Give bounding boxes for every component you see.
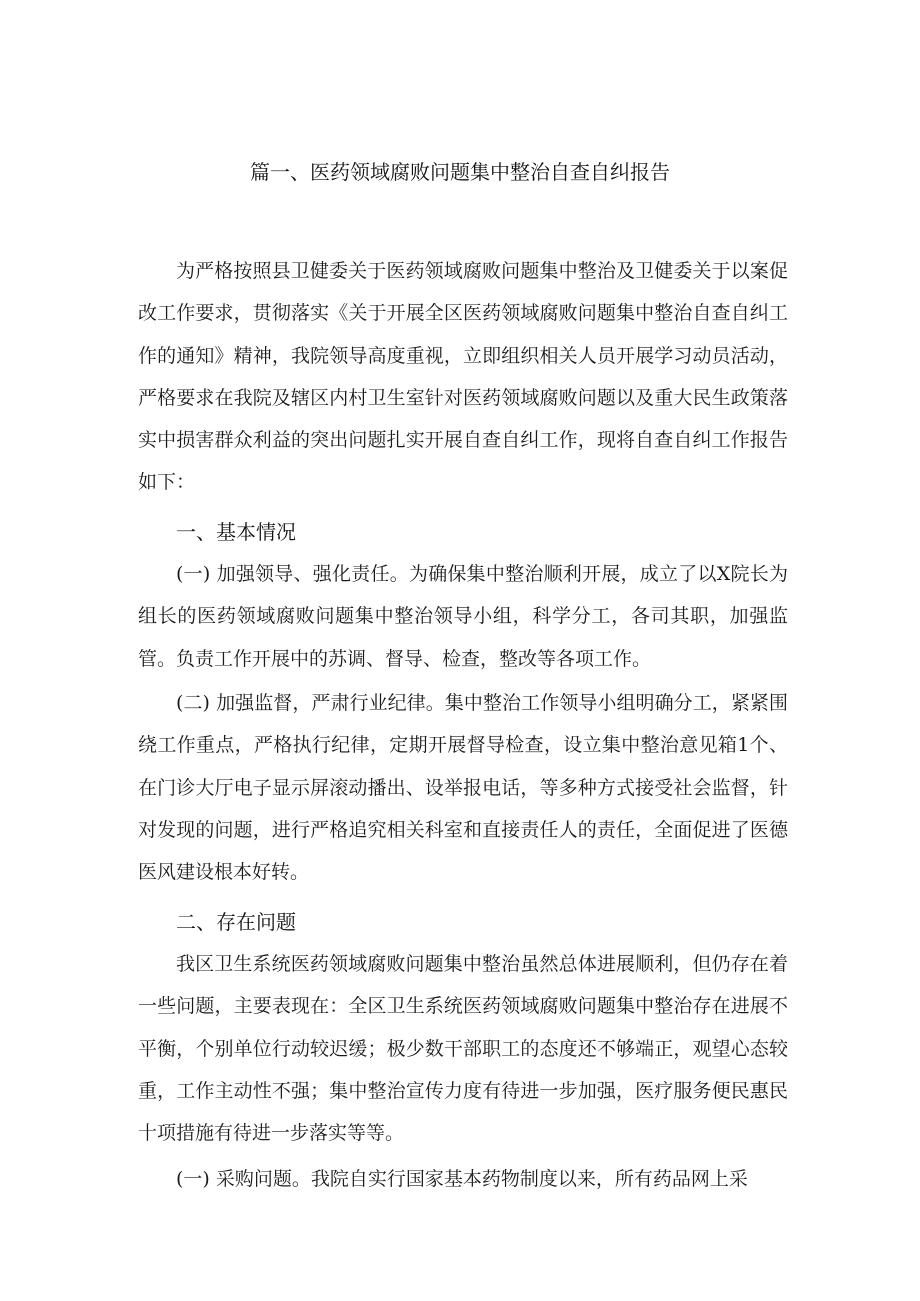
section-heading-basic-situation: 一、基本情况: [176, 520, 296, 544]
section2-paragraph-1: [138, 943, 788, 1154]
section-heading-existing-problems: 二、存在问题: [176, 910, 296, 934]
paragraph-text: 为严格按照县卫健委关于医药领域腐败问题集中整治及卫健委关于以案促改工作要求，贯彻落实《关于开展全区医药领域腐败问题集中整治自查自纠工作的通知》精神，我院领导高度重视，立即组织相关人员开展学习动员活动，严格要求在我院及辖区内村卫生室针对医药领域腐败问题以及重大民生政策落实中损害群众利益的突出问题扎实开展自查自纠工作，现将自查自纠工作报告如下：: [138, 260, 788, 494]
section1-paragraph-1: [138, 553, 788, 680]
section2-paragraph-2: [138, 1158, 788, 1200]
section1-paragraph-2: [138, 682, 788, 893]
page-title: 篇一、医药领域腐败问题集中整治自查自纠报告: [250, 160, 670, 184]
paragraph-text: 我区卫生系统医药领域腐败问题集中整治虽然总体进展顺利，但仍存在着一些问题，主要表现在：全区卫生系统医药领域腐败问题集中整治存在进展不平衡，个别单位行动较迟缓；极少数干部职工的态度还不够端正，观望心态较重，工作主动性不强；集中整治宣传力度有待进一步加强，医疗服务便民惠民十项措施有待进一步落实等等。: [138, 953, 788, 1145]
paragraph-text: (二) 加强监督，严肃行业纪律。集中整治工作领导小组明确分工，紧紧围绕工作重点，严格执行纪律，定期开展督导检查，设立集中整治意见箱1个、在门诊大厅电子显示屏滚动播出、设举报电话，等多种方式接受社会监督，针对发现的问题，进行严格追究相关科室和直接责任人的责任，全面促进了医德医风建设根本好转。: [138, 692, 788, 884]
paragraph-text: (一) 加强领导、强化责任。为确保集中整治顺利开展，成立了以X院长为组长的医药领域腐败问题集中整治领导小组，科学分工，各司其职，加强监管。负责工作开展中的苏调、督导、检查，整改等各项工作。: [138, 563, 788, 670]
paragraph-text: (一) 采购问题。我院自实行国家基本药物制度以来，所有药品网上采: [176, 1168, 748, 1190]
intro-paragraph: [138, 250, 788, 504]
